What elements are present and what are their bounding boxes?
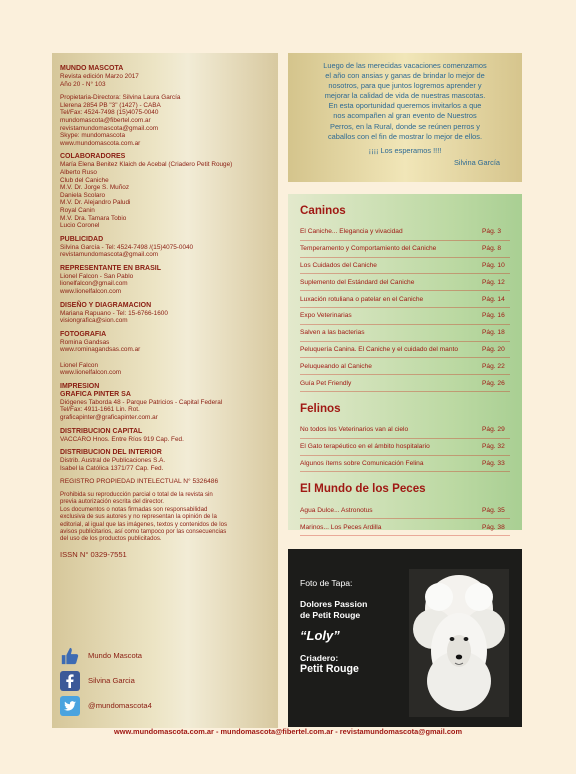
credit-section — [60, 302, 272, 325]
toc-entry-title: Peluquería Canina. El Caniche y el cuidado del manto — [300, 345, 458, 353]
credit-line: Diógenes Taborda 48 - Parque Patricios - Capital Federal — [60, 398, 223, 406]
credit-section-title: REPRESENTANTE EN BRASIL — [60, 264, 161, 272]
publication-edition: Revista edición Marzo 2017 — [60, 73, 139, 80]
cover-breeder: Petit Rouge — [300, 663, 359, 675]
toc-entry[interactable] — [300, 519, 510, 536]
legal-line: exclusiva de sus autores y no representan la opinión de la — [60, 513, 217, 521]
social-facebook-link[interactable] — [60, 668, 152, 693]
toc-heading: El Mundo de los Peces — [300, 482, 426, 496]
toc-entry-page: Pág. 3 — [482, 228, 502, 236]
credit-line: Royal Canin — [60, 206, 95, 214]
credit-section — [60, 331, 272, 377]
credit-line: Mariana Rapuano - Tel: 15-6766-1600 — [60, 309, 168, 317]
toc-entry[interactable] — [300, 258, 510, 275]
owner-line: Llerena 2854 PB "3" (1427) - CABA — [60, 101, 161, 109]
toc-entry-page: Pág. 18 — [482, 329, 505, 337]
social-twitter-label: @mundomascota4 — [88, 701, 152, 710]
cover-dog-name-2: de Petit Rouge — [300, 610, 361, 620]
credit-line — [60, 354, 272, 362]
cover-caption — [300, 578, 410, 675]
toc-entry-title: No todos los Veterinarios van al cielo — [300, 426, 409, 434]
owner-line: Skype: mundomascota — [60, 132, 126, 140]
toc-entry-page: Pág. 10 — [482, 261, 505, 269]
toc-heading: Felinos — [300, 401, 341, 415]
toc-entry-page: Pág. 38 — [482, 523, 505, 531]
toc-entry[interactable] — [300, 358, 510, 375]
credit-line: M.V. Dr. Alejandro Paludi — [60, 199, 131, 207]
cover-photo-box — [288, 549, 522, 727]
social-links — [60, 643, 152, 718]
toc-entry-title: Algunos ítems sobre Comunicación Felina — [300, 459, 424, 467]
toc-entry-title: Marinos... Los Peces Ardilla — [300, 523, 382, 531]
editorial-line: el año con ansias y ganas de brindar lo mejor de — [325, 71, 485, 81]
editorial-line: nos acompañen al gran evento de Nuestros — [333, 111, 477, 121]
toc-heading: Caninos — [300, 204, 346, 217]
toc-entry[interactable] — [300, 422, 510, 439]
toc-entry[interactable] — [300, 342, 510, 359]
toc-entry-title: Peluqueando al Caniche — [300, 362, 372, 370]
toc-group — [300, 402, 510, 472]
owner-line: Propietaria-Directora: Silvina Laura García — [60, 94, 181, 102]
publication-info — [60, 65, 272, 88]
toc-group — [300, 482, 510, 536]
social-like-label: Mundo Mascota — [88, 651, 143, 660]
toc-entry-title: El Gato terapéutico en el ámbito hospitalario — [300, 443, 430, 451]
legal-line: avisos publicitarios, así como tampoco por las consecuencias — [60, 528, 227, 535]
credit-section — [60, 265, 272, 296]
toc-entry[interactable] — [300, 224, 510, 241]
credit-line: www.lionelfalcon.com — [60, 288, 122, 296]
credit-section-title: COLABORADORES — [60, 153, 126, 161]
credit-section — [60, 236, 272, 259]
social-like-link[interactable] — [60, 643, 152, 668]
issn-number: ISSN N° 0329-7551 — [60, 549, 127, 559]
toc-entry-page: Pág. 35 — [482, 506, 505, 514]
legal-line: Los documentos o notas firmadas son responsabilidad — [60, 505, 208, 513]
toc-entry-page: Pág. 20 — [482, 345, 505, 353]
thumbs-up-icon — [60, 646, 80, 666]
credit-section-title: PUBLICIDAD — [60, 235, 104, 243]
editorial-line: Perros, en la Rural, donde se reúnen perros y — [330, 121, 480, 131]
toc-entry-title: Agua Dulce... Astronotus — [300, 506, 373, 514]
cover-breeder-label: Criadero: — [300, 653, 339, 663]
owner-line: mundomascota@fibertel.com.ar — [60, 116, 151, 124]
editorial-signature: Silvina García — [453, 157, 500, 167]
toc-entry[interactable] — [300, 439, 510, 456]
social-facebook-label: Silvina Garcia — [88, 676, 135, 685]
masthead-content — [52, 53, 278, 558]
toc-entry-page: Pág. 26 — [482, 379, 505, 387]
editorial-line: nosotros, para que juntos logremos aprender y — [328, 81, 482, 91]
facebook-icon — [60, 671, 80, 691]
twitter-icon — [60, 696, 80, 716]
owner-info — [60, 94, 272, 147]
toc-entry-title: Temperamento y Comportamiento del Caniche — [300, 245, 437, 253]
credit-line: Isabel la Católica 1371/77 Cap. Fed. — [60, 464, 164, 472]
poodle-photo — [409, 569, 509, 717]
legal-line: Prohibida su reproducción parcial o total de la revista sin — [60, 490, 213, 498]
toc-entry-page: Pág. 12 — [482, 278, 505, 286]
credit-line: M.V. Dra. Tamara Tobio — [60, 214, 127, 222]
editorial-closing: ¡¡¡¡ Los esperamos !!!! — [368, 145, 442, 155]
legal-line: del uso de los productos publicitados. — [60, 535, 162, 543]
cover-label: Foto de Tapa: — [300, 578, 353, 588]
registro-text: REGISTRO PROPIEDAD INTELECTUAL N° 5326486 — [60, 478, 219, 486]
toc-entry-title: Expo Veterinarias — [300, 312, 352, 320]
credit-line: VACCARO Hnos. Entre Ríos 919 Cap. Fed. — [60, 435, 184, 443]
credit-line: lionelfalcon@gmail.com — [60, 280, 128, 288]
credit-line: Club del Caniche — [60, 176, 109, 184]
editorial-box — [288, 53, 522, 182]
owner-line: revistamundomascota@gmail.com — [60, 124, 159, 132]
credit-line: Lionel Falcon — [60, 361, 99, 369]
toc-entry[interactable] — [300, 308, 510, 325]
credit-section-title: DISTRIBUCION CAPITAL — [60, 427, 143, 435]
legal-line: previa autorización escrita del director. — [60, 498, 164, 506]
credit-line: www.rominagandsas.com.ar — [60, 346, 141, 354]
toc-entry[interactable] — [300, 502, 510, 519]
toc-entry-title: El Caniche... Elegancia y vivacidad — [300, 228, 403, 236]
toc-entry-title: Los Cuidados del Caniche — [300, 261, 377, 269]
credit-section — [60, 153, 272, 229]
toc-entry-page: Pág. 22 — [482, 362, 505, 370]
toc-entry-page: Pág. 16 — [482, 312, 505, 320]
toc-entry-page: Pág. 29 — [482, 426, 505, 434]
credit-line: Lucio Coronel — [60, 222, 100, 230]
toc-entry-page: Pág. 32 — [482, 443, 505, 451]
toc-entry-page: Pág. 8 — [482, 245, 502, 253]
credit-section-title: IMPRESION — [60, 382, 100, 390]
credit-section-title: DISEÑO Y DIAGRAMACION — [60, 301, 152, 309]
credit-line: Silvina García - Tel: 4524-7498 /(15)4075-0040 — [60, 243, 194, 251]
toc-entry[interactable] — [300, 274, 510, 291]
table-of-contents — [288, 194, 522, 530]
credit-line: Lionel Falcon - San Pablo — [60, 272, 134, 280]
toc-entry-page: Pág. 14 — [482, 295, 505, 303]
credit-line: graficapinter@graficapinter.com.ar — [60, 414, 158, 421]
credit-section-title: FOTOGRAFIA — [60, 330, 107, 338]
editorial-line: caballos con el fin de mostrar lo mejor de ellos. — [327, 131, 483, 141]
cover-nickname: “Loly” — [300, 628, 340, 643]
toc-entry[interactable] — [300, 325, 510, 342]
credit-line: María Elena Benitez Klaich de Acebal (Criadero Petit Rouge) — [60, 161, 233, 169]
footer-contact[interactable]: www.mundomascota.com.ar - mundomascota@fibertel.com.ar - revistamundomascota@gmail.com — [113, 727, 463, 736]
credit-line: Romina Gandsas — [60, 338, 110, 346]
toc-group — [300, 204, 510, 392]
credit-section — [60, 428, 272, 444]
credit-section-title: GRAFICA PINTER SA — [60, 390, 131, 398]
toc-entry[interactable] — [300, 241, 510, 258]
credit-section — [60, 383, 272, 422]
credit-line: Distrib. Austral de Publicaciones S.A. — [60, 457, 166, 465]
publication-title: MUNDO MASCOTA — [60, 65, 124, 72]
credit-sections — [60, 153, 272, 472]
social-twitter-link[interactable] — [60, 693, 152, 718]
toc-entry-page: Pág. 33 — [482, 459, 505, 467]
credit-line: revistamundomascota@gmail.com — [60, 251, 159, 259]
cover-dog-name-1: Dolores Passion — [300, 599, 368, 609]
credit-line: www.lionelfalcon.com — [60, 369, 122, 377]
owner-line: Tel/Fax: 4524-7498 (15)4075-0040 — [60, 109, 159, 117]
credit-line: M.V. Dr. Jorge S. Muñoz — [60, 184, 130, 192]
credit-line: Daniela Scolaro — [60, 191, 106, 199]
owner-line: www.mundomascota.com.ar — [60, 139, 141, 147]
credit-line: Alberto Ruso — [60, 168, 97, 176]
toc-entry[interactable] — [300, 291, 510, 308]
toc-entry[interactable] — [300, 456, 510, 473]
toc-entry-title: Salven a las bacterias — [300, 329, 365, 337]
credit-line: visiongrafica@sion.com — [60, 317, 128, 325]
legal-line: editorial, al igual que las imágenes, textos y contenidos de los — [60, 520, 228, 528]
publication-issue: Año 20 - N° 103 — [60, 80, 106, 88]
legal-notice — [60, 491, 272, 543]
masthead-panel — [52, 53, 278, 728]
toc-entry-title: Guía Pet Friendly — [300, 379, 352, 387]
credit-line: Tel/Fax: 4911-1661 Lin. Rot. — [60, 406, 140, 414]
credit-section — [60, 449, 272, 472]
editorial-line: mejorar la calidad de vida de nuestras mascotas. — [324, 91, 486, 101]
editorial-line: Luego de las merecidas vacaciones comenzamos — [323, 61, 487, 70]
toc-entry-title: Luxación rotuliana o patelar en el Caniche — [300, 295, 424, 303]
toc-entry-title: Suplemento del Estándard del Caniche — [300, 278, 415, 286]
credit-section-title: DISTRIBUCION DEL INTERIOR — [60, 449, 162, 457]
editorial-line: En esta oportunidad queremos invitarlos a que — [328, 101, 482, 111]
toc-entry[interactable] — [300, 375, 510, 392]
